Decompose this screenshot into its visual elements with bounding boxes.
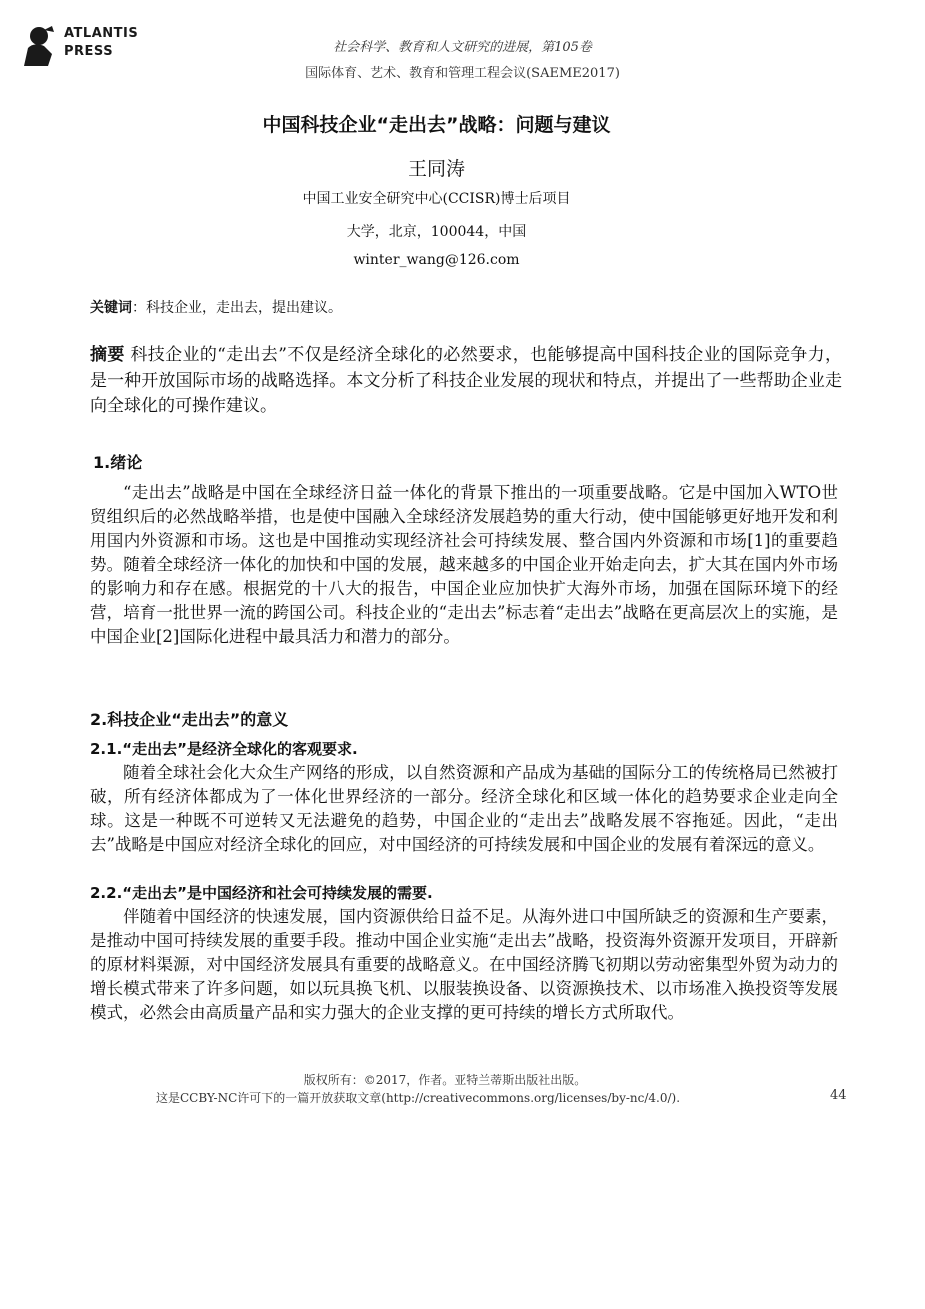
- logo-line1: ATLANTIS: [64, 26, 139, 41]
- page-number: 44: [830, 1088, 847, 1103]
- abstract: [90, 343, 842, 420]
- section-2-2-paragraph: 伴随着中国经济的快速发展，国内资源供给日益不足。从海外进口中国所缺乏的资源和生产要素，是推动中国可持续发展的重要手段。推动中国企业实施“走出去”战略，投资海外资源开发项目，开辟新的原材料渠源，对中国经济发展具有重要的战略意义。在中国经济腾飞初期以劳动密集型外贸为动力的增长模式带来了许多问题，如以玩具换飞机、以服装换设备、以资源换技术、以市场准入换投资等发展模式，必然会由高质量产品和实力强大的企业支撑的更可持续的增长方式所取代。: [90, 907, 838, 1022]
- running-header-series: 社会科学、教育和人文研究的进展，第105卷: [333, 40, 592, 55]
- footer-copyright: 版权所有：©2017，作者。亚特兰蒂斯出版社出版。: [303, 1073, 587, 1087]
- abstract-label: 摘要: [90, 345, 125, 365]
- paper-author: 王同涛: [407, 158, 465, 180]
- affiliation-line1: 中国工业安全研究中心(CCISR)博士后项目: [302, 191, 571, 207]
- paper-title: 中国科技企业“走出去”战略：问题与建议: [262, 114, 611, 136]
- section-1-paragraph: “走出去”战略是中国在全球经济日益一体化的背景下推出的一项重要战略。它是中国加入WTO世贸组织后的必然战略举措，也是使中国融入全球经济发展趋势的重大行动，使中国能够更好地开发和利用国内外资源和市场。这也是中国推动实现经济社会可持续发展、整合国内外资源和市场[1]的重要趋势。随着全球经济一体化的加快和中国的发展，越来越多的中国企业开始走向去，扩大其在国内外市场的影响力和存在感。根据党的十八大的报告，中国企业应加快扩大海外市场，加强在国际环境下的经营，培育一批世界一流的跨国公司。科技企业的“走出去”标志着“走出去”战略在更高层次上的实施，是中国企业[2]国际化进程中最具活力和潜力的部分。: [90, 483, 838, 646]
- abstract-text: 科技企业的“走出去”不仅是经济全球化的必然要求，也能够提高中国科技企业的国际竞争力，是一种开放国际市场的战略选择。本文分析了科技企业发展的现状和特点，并提出了一些帮助企业走向全球化的可操作建议。: [90, 345, 842, 416]
- keywords-label: 关键词: [90, 300, 132, 316]
- running-header-conference: 国际体育、艺术、教育和管理工程会议(SAEME2017): [305, 66, 620, 81]
- section-2-1-paragraph: 随着全球社会化大众生产网络的形成，以自然资源和产品成为基础的国际分工的传统格局已然被打破，所有经济体都成为了一体化世界经济的一部分。经济全球化和区域一体化的趋势要求企业走向全球。这是一种既不可逆转又无法避免的趋势，中国企业的“走出去”战略发展不容拖延。因此，“走出去”战略是中国应对经济全球化的回应，对中国经济的可持续发展和中国企业的发展有着深远的意义。: [90, 763, 838, 854]
- affiliation-line2: 大学，北京，100044，中国: [346, 224, 527, 240]
- section-2-heading: 2.科技企业“走出去”的意义: [90, 710, 289, 729]
- footer-license: 这是CCBY-NC许可下的一篇开放获取文章(http://creativecommons.org/licenses/by-nc/4.0/).: [155, 1091, 681, 1105]
- section-2-2-heading: 2.2.“走出去”是中国经济和社会可持续发展的需要.: [90, 884, 433, 902]
- keywords-text: ：科技企业，走出去，提出建议。: [132, 300, 342, 316]
- section-2-1-heading: 2.1.“走出去”是经济全球化的客观要求.: [90, 740, 358, 758]
- section-1-heading: 1.绪论: [93, 453, 143, 472]
- keywords: [90, 297, 342, 317]
- logo-line2: PRESS: [64, 44, 114, 59]
- author-email: winter_wang@126.com: [353, 252, 520, 268]
